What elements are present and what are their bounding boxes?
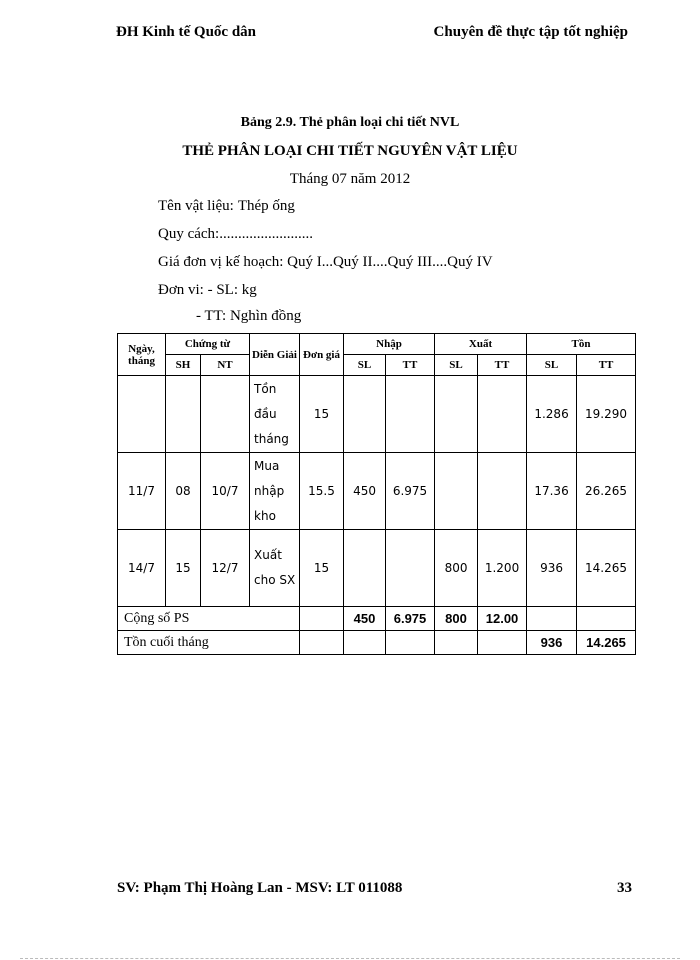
page-number: 33 [617,880,632,896]
cell-ngay [118,376,166,453]
cell-nhap-tt [386,631,435,655]
cell-xuat-tt [478,453,527,530]
cell-ton-tt: 14.265 [577,530,636,607]
col-header-chung-tu: Chứng từ [166,334,250,355]
table-row [118,453,636,530]
material-card-table [117,333,636,655]
cell-dien-giai: Tồn đầu tháng [250,376,300,453]
header-row-1 [118,334,636,355]
cell-ton-tt: 19.290 [577,376,636,453]
table-row [118,530,636,607]
footer-student-info: SV: Phạm Thị Hoàng Lan - MSV: LT 011088 [117,880,403,896]
ending-balance-row [118,631,636,655]
col-header-xuat: Xuất [435,334,527,355]
cell-nhap-tt [386,530,435,607]
cell-xuat-sl [435,376,478,453]
col-header-nhap-sl: SL [344,355,386,376]
total-ps-row [118,607,636,631]
cell-xuat-sl [435,453,478,530]
material-label: Tên vật liệu: [158,198,234,214]
header-university: ĐH Kinh tế Quốc dân [116,24,257,40]
cell-sh [166,376,201,453]
col-header-ton-tt: TT [577,355,636,376]
col-header-sh: SH [166,355,201,376]
col-header-nhap-tt: TT [386,355,435,376]
cell-xuat-sl: 800 [435,607,478,631]
cell-ton-sl: 936 [527,530,577,607]
col-header-nhap: Nhập [344,334,435,355]
cell-nhap-sl: 450 [344,607,386,631]
material-name-line [158,198,295,215]
card-title: THẺ PHÂN LOẠI CHI TIẾT NGUYÊN VẬT LIỆU [182,143,518,159]
cell-don-gia [300,607,344,631]
cell-nhap-tt: 6.975 [386,607,435,631]
col-header-xuat-tt: TT [478,355,527,376]
page-bottom-divider [20,958,680,959]
cell-nhap-sl [344,631,386,655]
cell-don-gia: 15.5 [300,453,344,530]
cell-ngay: 11/7 [118,453,166,530]
cell-ton-tt [577,607,636,631]
col-header-don-gia: Đơn giá [300,334,344,376]
header-report-title: Chuyên đề thực tập tốt nghiệp [433,24,628,40]
cell-xuat-tt [478,631,527,655]
cell-dien-giai: Mua nhập kho [250,453,300,530]
col-header-ton-sl: SL [527,355,577,376]
unit-tt-line: - TT: Nghìn đồng [196,308,302,324]
table-row [118,376,636,453]
col-header-ngay: Ngày, tháng [118,334,166,376]
cell-nt: 12/7 [201,530,250,607]
ending-balance-label: Tồn cuối tháng [118,631,300,655]
cell-ton-sl: 936 [527,631,577,655]
cell-ngay: 14/7 [118,530,166,607]
cell-nhap-tt: 6.975 [386,453,435,530]
cell-nhap-sl: 450 [344,453,386,530]
cell-dien-giai: Xuất cho SX [250,530,300,607]
cell-nt: 10/7 [201,453,250,530]
cell-don-gia: 15 [300,530,344,607]
unit-sl-line: Đơn vi: - SL: kg [158,282,257,298]
cell-don-gia [300,631,344,655]
cell-xuat-tt: 12.00 [478,607,527,631]
col-header-ton: Tồn [527,334,636,355]
cell-xuat-sl: 800 [435,530,478,607]
table-caption: Bảng 2.9. Thẻ phân loại chi tiết NVL [240,115,460,130]
spec-line: Quy cách:......................... [158,226,313,242]
unit-price-line: Giá đơn vị kế hoạch: Quý I...Quý II....Quý III....Quý IV [158,254,493,270]
cell-nt [201,376,250,453]
cell-nhap-sl [344,376,386,453]
total-ps-label: Cộng số PS [118,607,300,631]
col-header-dien-giai: Diễn Giải [250,334,300,376]
cell-don-gia: 15 [300,376,344,453]
col-header-nt: NT [201,355,250,376]
cell-ton-sl [527,607,577,631]
cell-ton-sl: 17.36 [527,453,577,530]
cell-ton-sl: 1.286 [527,376,577,453]
col-header-xuat-sl: SL [435,355,478,376]
cell-sh: 15 [166,530,201,607]
cell-sh: 08 [166,453,201,530]
cell-nhap-sl [344,530,386,607]
cell-xuat-sl [435,631,478,655]
card-month: Tháng 07 năm 2012 [289,171,411,187]
cell-xuat-tt [478,376,527,453]
cell-nhap-tt [386,376,435,453]
cell-ton-tt: 14.265 [577,631,636,655]
cell-xuat-tt: 1.200 [478,530,527,607]
material-value: Thép ống [237,198,295,214]
cell-ton-tt: 26.265 [577,453,636,530]
header-row-2 [118,355,636,376]
